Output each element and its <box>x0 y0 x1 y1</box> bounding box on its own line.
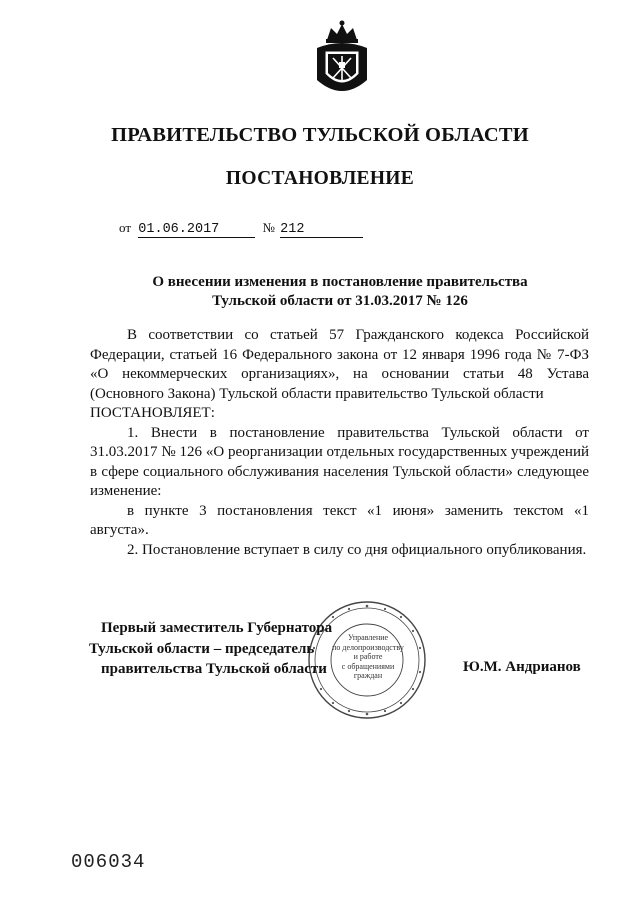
stamp-line: Управление <box>347 633 389 642</box>
subject-line-2: Тульской области от 31.03.2017 № 126 <box>212 293 468 309</box>
signer-position-line-3: правительства Тульской области <box>101 661 327 677</box>
number-label: № <box>262 220 275 235</box>
subject-line-1: О внесении изменения в постановление правительства <box>152 274 528 290</box>
coat-of-arms-icon <box>311 18 373 102</box>
document-number: 212 <box>280 222 363 238</box>
item-1-change-paragraph: в пункте 3 постановления текст «1 июня» заменить текстом «1 августа». <box>90 502 589 538</box>
item-2-paragraph: 2. Постановление вступает в силу со дня официального опубликования. <box>127 541 587 558</box>
signer-name: Ю.М. Андрианов <box>463 659 581 675</box>
stamp-text <box>332 633 404 681</box>
registration-number: 006034 <box>71 851 146 873</box>
stamp-line: с обращениями <box>341 661 395 671</box>
stamp-line: по делопроизводству <box>332 642 404 652</box>
signer-position-line-1: Первый заместитель Губернатора <box>101 620 333 636</box>
document-subject <box>100 273 580 311</box>
resolves-heading: ПОСТАНОВЛЯЕТ: <box>90 405 215 421</box>
signer-position-line-2: Тульской области – председатель <box>89 640 315 657</box>
signer-position <box>89 618 333 680</box>
stamp-line: граждан <box>353 671 383 680</box>
stamp-line: и работе <box>353 652 383 661</box>
preamble-paragraph: В соответствии со статьей 57 Гражданского кодекса Российской Федерации, статьей 16 Федерального закона от 12 января 1996 года № 7-ФЗ «О некоммерческих организациях», на основании статьи 48 Устава (Основного Закона) Тульской области правительство Тульской области <box>90 327 589 402</box>
document-type: ПОСТАНОВЛЕНИЕ <box>225 168 415 189</box>
government-title: ПРАВИТЕЛЬСТВО ТУЛЬСКОЙ ОБЛАСТИ <box>111 124 529 146</box>
date-label: от <box>119 220 132 235</box>
document-body <box>90 326 589 560</box>
document-date: 01.06.2017 <box>138 222 255 238</box>
item-1-paragraph: 1. Внести в постановление правительства Тульской области от 31.03.2017 № 126 «О реорганизации отдельных государственных учреждений в сфере социального обслуживания населения Тульской области» следующее изменение: <box>90 424 589 499</box>
date-number-line <box>119 220 363 238</box>
